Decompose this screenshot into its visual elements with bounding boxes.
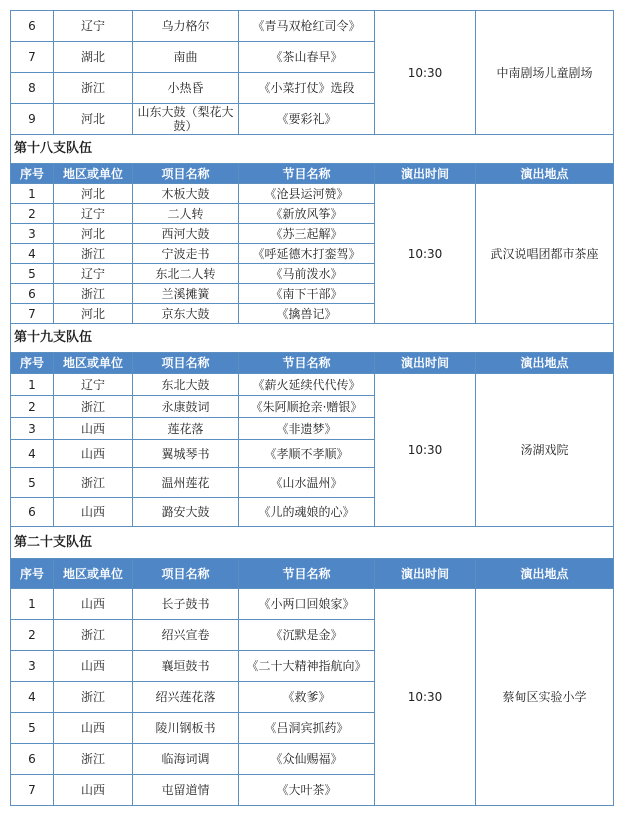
region-cell: 辽宁 — [54, 264, 133, 284]
schedule-page — [10, 10, 613, 806]
seq-cell: 4 — [11, 244, 54, 264]
header-seq: 序号 — [11, 353, 54, 374]
region-cell: 浙江 — [54, 284, 133, 304]
program-cell: 《苏三起解》 — [239, 224, 375, 244]
header-item: 项目名称 — [133, 559, 239, 589]
seq-cell: 7 — [11, 304, 54, 324]
seq-cell: 1 — [11, 589, 54, 620]
region-cell: 山西 — [54, 440, 133, 468]
venue-cell: 武汉说唱团都市茶座 — [476, 184, 614, 324]
header-venue: 演出地点 — [476, 559, 614, 589]
seq-cell: 4 — [11, 682, 54, 713]
seq-cell: 2 — [11, 396, 54, 418]
seq-cell: 7 — [11, 775, 54, 806]
item-cell: 莲花落 — [133, 418, 239, 440]
item-cell: 潞安大鼓 — [133, 498, 239, 527]
program-cell: 《小菜打仗》选段 — [239, 73, 375, 104]
seq-cell: 1 — [11, 374, 54, 396]
program-cell: 《薪火延续代代传》 — [239, 374, 375, 396]
region-cell: 山西 — [54, 498, 133, 527]
venue-cell: 中南剧场儿童剧场 — [476, 11, 614, 135]
program-cell: 《山水温州》 — [239, 468, 375, 498]
time-cell: 10:30 — [375, 184, 476, 324]
item-cell: 二人转 — [133, 204, 239, 224]
program-cell: 《马前泼水》 — [239, 264, 375, 284]
program-cell: 《南下干部》 — [239, 284, 375, 304]
program-cell: 《新放风筝》 — [239, 204, 375, 224]
section-title: 第二十支队伍 — [11, 527, 614, 559]
region-cell: 辽宁 — [54, 204, 133, 224]
schedule-table — [10, 10, 614, 806]
item-cell: 东北大鼓 — [133, 374, 239, 396]
program-cell: 《青马双枪红司令》 — [239, 11, 375, 42]
header-time: 演出时间 — [375, 164, 476, 184]
item-cell: 襄垣鼓书 — [133, 651, 239, 682]
program-cell: 《小两口回娘家》 — [239, 589, 375, 620]
venue-cell: 汤湖戏院 — [476, 374, 614, 527]
venue-cell: 蔡甸区实验小学 — [476, 589, 614, 806]
program-cell: 《孝顺不孝顺》 — [239, 440, 375, 468]
time-cell: 10:30 — [375, 11, 476, 135]
header-row — [11, 164, 614, 184]
header-venue: 演出地点 — [476, 164, 614, 184]
program-cell: 《沧县运河赞》 — [239, 184, 375, 204]
item-cell: 温州莲花 — [133, 468, 239, 498]
seq-cell: 1 — [11, 184, 54, 204]
region-cell: 河北 — [54, 104, 133, 135]
seq-cell: 6 — [11, 11, 54, 42]
region-cell: 山西 — [54, 713, 133, 744]
region-cell: 浙江 — [54, 244, 133, 264]
region-cell: 河北 — [54, 304, 133, 324]
section-title: 第十八支队伍 — [11, 135, 614, 164]
program-cell: 《非遗梦》 — [239, 418, 375, 440]
item-cell: 屯留道情 — [133, 775, 239, 806]
seq-cell: 2 — [11, 204, 54, 224]
seq-cell: 9 — [11, 104, 54, 135]
region-cell: 山西 — [54, 775, 133, 806]
header-seq: 序号 — [11, 164, 54, 184]
time-cell: 10:30 — [375, 374, 476, 527]
table-row — [11, 589, 614, 620]
header-program: 节目名称 — [239, 559, 375, 589]
item-cell: 南曲 — [133, 42, 239, 73]
seq-cell: 3 — [11, 651, 54, 682]
header-row — [11, 559, 614, 589]
header-venue: 演出地点 — [476, 353, 614, 374]
table-row — [11, 374, 614, 396]
item-cell: 临海词调 — [133, 744, 239, 775]
header-region: 地区或单位 — [54, 353, 133, 374]
item-cell: 兰溪摊簧 — [133, 284, 239, 304]
seq-cell: 3 — [11, 224, 54, 244]
program-cell: 《大叶茶》 — [239, 775, 375, 806]
program-cell: 《朱阿顺抢亲·赠银》 — [239, 396, 375, 418]
region-cell: 山西 — [54, 589, 133, 620]
program-cell: 《沉默是金》 — [239, 620, 375, 651]
item-cell: 木板大鼓 — [133, 184, 239, 204]
item-cell: 山东大鼓（梨花大鼓） — [133, 104, 239, 135]
seq-cell: 5 — [11, 264, 54, 284]
seq-cell: 8 — [11, 73, 54, 104]
region-cell: 河北 — [54, 184, 133, 204]
region-cell: 浙江 — [54, 73, 133, 104]
region-cell: 辽宁 — [54, 11, 133, 42]
program-cell: 《救爹》 — [239, 682, 375, 713]
table-row — [11, 11, 614, 42]
item-cell: 西河大鼓 — [133, 224, 239, 244]
program-cell: 《呼延德木打銮驾》 — [239, 244, 375, 264]
time-cell: 10:30 — [375, 589, 476, 806]
seq-cell: 6 — [11, 284, 54, 304]
section-title-row — [11, 527, 614, 559]
item-cell: 乌力格尔 — [133, 11, 239, 42]
header-program: 节目名称 — [239, 353, 375, 374]
program-cell: 《儿的魂娘的心》 — [239, 498, 375, 527]
section-title: 第十九支队伍 — [11, 324, 614, 353]
region-cell: 山西 — [54, 418, 133, 440]
header-time: 演出时间 — [375, 559, 476, 589]
seq-cell: 3 — [11, 418, 54, 440]
seq-cell: 2 — [11, 620, 54, 651]
seq-cell: 5 — [11, 468, 54, 498]
item-cell: 绍兴宣卷 — [133, 620, 239, 651]
seq-cell: 6 — [11, 498, 54, 527]
seq-cell: 6 — [11, 744, 54, 775]
program-cell: 《擒兽记》 — [239, 304, 375, 324]
program-cell: 《要彩礼》 — [239, 104, 375, 135]
program-cell: 《茶山春早》 — [239, 42, 375, 73]
program-cell: 《吕洞宾抓药》 — [239, 713, 375, 744]
region-cell: 浙江 — [54, 620, 133, 651]
region-cell: 浙江 — [54, 682, 133, 713]
header-program: 节目名称 — [239, 164, 375, 184]
item-cell: 长子鼓书 — [133, 589, 239, 620]
region-cell: 河北 — [54, 224, 133, 244]
item-cell: 东北二人转 — [133, 264, 239, 284]
item-cell: 京东大鼓 — [133, 304, 239, 324]
seq-cell: 4 — [11, 440, 54, 468]
item-cell: 宁波走书 — [133, 244, 239, 264]
item-cell: 永康鼓词 — [133, 396, 239, 418]
item-cell: 陵川钢板书 — [133, 713, 239, 744]
header-row — [11, 353, 614, 374]
section-title-row — [11, 135, 614, 164]
seq-cell: 5 — [11, 713, 54, 744]
region-cell: 辽宁 — [54, 374, 133, 396]
header-region: 地区或单位 — [54, 559, 133, 589]
section-title-row — [11, 324, 614, 353]
item-cell: 绍兴莲花落 — [133, 682, 239, 713]
header-time: 演出时间 — [375, 353, 476, 374]
region-cell: 湖北 — [54, 42, 133, 73]
item-cell: 翼城琴书 — [133, 440, 239, 468]
region-cell: 浙江 — [54, 744, 133, 775]
program-cell: 《众仙赐福》 — [239, 744, 375, 775]
region-cell: 山西 — [54, 651, 133, 682]
region-cell: 浙江 — [54, 396, 133, 418]
header-item: 项目名称 — [133, 353, 239, 374]
item-cell: 小热昏 — [133, 73, 239, 104]
header-item: 项目名称 — [133, 164, 239, 184]
table-row — [11, 184, 614, 204]
header-region: 地区或单位 — [54, 164, 133, 184]
header-seq: 序号 — [11, 559, 54, 589]
program-cell: 《二十大精神指航向》 — [239, 651, 375, 682]
region-cell: 浙江 — [54, 468, 133, 498]
seq-cell: 7 — [11, 42, 54, 73]
